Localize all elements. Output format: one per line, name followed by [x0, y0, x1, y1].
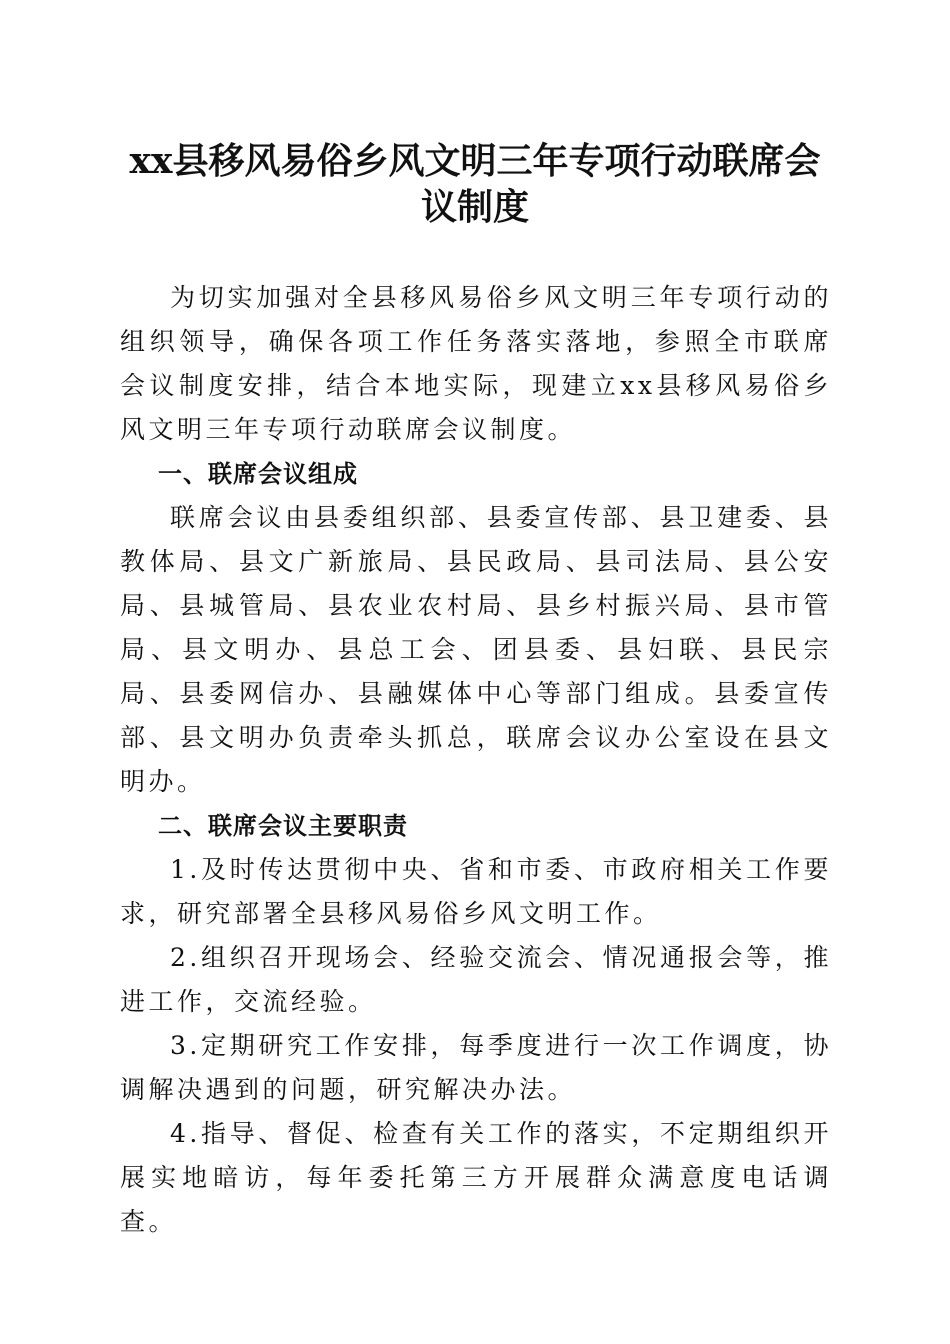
duty-item-2: 2.组织召开现场会、经验交流会、情况通报会等，推进工作，交流经验。: [120, 943, 832, 1016]
duty-item-1: 1.及时传达贯彻中央、省和市委、市政府相关工作要求，研究部署全县移风易俗乡风文明工作。: [120, 855, 832, 928]
document-title-line-1: xx县移风易俗乡风文明三年专项行动联席会: [129, 140, 821, 182]
document-title-line-2: 议制度: [420, 186, 529, 228]
section-2-heading: 二、联席会议主要职责: [158, 812, 408, 840]
section-1-heading: 一、联席会议组成: [158, 460, 358, 488]
section-1-paragraph: 联席会议由县委组织部、县委宣传部、县卫建委、县教体局、县文广新旅局、县民政局、县司法局、县公安局、县城管局、县农业农村局、县乡村振兴局、县市管局、县文明办、县总工会、团县委、县妇联、县民宗局、县委网信办、县融媒体中心等部门组成。县委宣传部、县文明办负责牵头抓总，联席会议办公室设在县文明办。: [120, 503, 832, 796]
duty-item-4: 4.指导、督促、检查有关工作的落实，不定期组织开展实地暗访，每年委托第三方开展群众满意度电话调查。: [120, 1119, 832, 1236]
intro-paragraph: 为切实加强对全县移风易俗乡风文明三年专项行动的组织领导，确保各项工作任务落实落地，参照全市联席会议制度安排，结合本地实际，现建立xx县移风易俗乡风文明三年专项行动联席会议制度。: [120, 283, 832, 444]
duty-item-3: 3.定期研究工作安排，每季度进行一次工作调度，协调解决遇到的问题，研究解决办法。: [120, 1031, 832, 1104]
document-body: [120, 276, 832, 1244]
